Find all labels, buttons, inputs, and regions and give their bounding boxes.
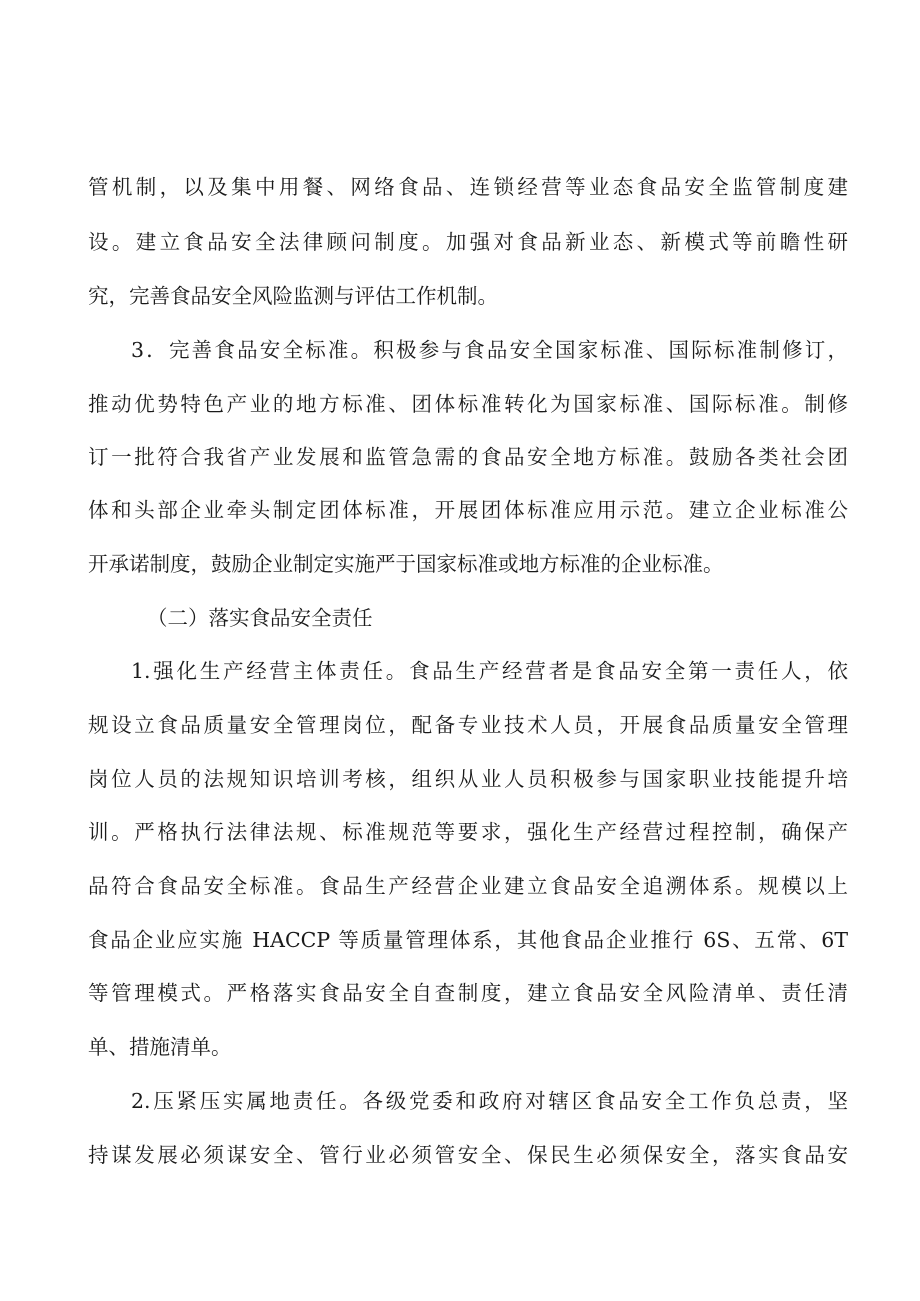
text-line: 食品企业应实施 HACCP 等质量管理体系，其他食品企业推行 6S、五常、6T bbox=[88, 928, 848, 952]
text-line: 究，完善食品安全风险监测与评估工作机制。 bbox=[88, 284, 498, 308]
text-line: 2.压紧压实属地责任。各级党委和政府对辖区食品安全工作负总责，坚 bbox=[131, 1089, 848, 1113]
text-line: 开承诺制度，鼓励企业制定实施严于国家标准或地方标准的企业标准。 bbox=[88, 552, 724, 576]
text-line: 3．完善食品安全标准。积极参与食品安全国家标准、国际标准制修订， bbox=[131, 338, 848, 362]
text-line: 等管理模式。严格落实食品安全自查制度，建立食品安全风险清单、责任清 bbox=[88, 981, 848, 1005]
section-heading: （二）落实食品安全责任 bbox=[147, 606, 373, 630]
text-line: 推动优势特色产业的地方标准、团体标准转化为国家标准、国际标准。制修 bbox=[88, 392, 848, 416]
text-line: 1.强化生产经营主体责任。食品生产经营者是食品安全第一责任人，依 bbox=[131, 659, 848, 683]
text-line: 岗位人员的法规知识培训考核，组织从业人员积极参与国家职业技能提升培 bbox=[88, 767, 848, 791]
text-line: 订一批符合我省产业发展和监管急需的食品安全地方标准。鼓励各类社会团 bbox=[88, 445, 848, 469]
text-line: 设。建立食品安全法律顾问制度。加强对食品新业态、新模式等前瞻性研 bbox=[88, 230, 848, 254]
text-line: 规设立食品质量安全管理岗位，配备专业技术人员，开展食品质量安全管理 bbox=[88, 713, 848, 737]
text-line: 单、措施清单。 bbox=[88, 1035, 232, 1059]
text-line: 持谋发展必须谋安全、管行业必须管安全、保民生必须保安全，落实食品安 bbox=[88, 1143, 848, 1167]
text-line: 品符合食品安全标准。食品生产经营企业建立食品安全追溯体系。规模以上 bbox=[88, 874, 848, 898]
text-line: 训。严格执行法律法规、标准规范等要求，强化生产经营过程控制，确保产 bbox=[88, 820, 848, 844]
text-line: 体和头部企业牵头制定团体标准，开展团体标准应用示范。建立企业标准公 bbox=[88, 498, 848, 522]
text-line: 管机制，以及集中用餐、网络食品、连锁经营等业态食品安全监管制度建 bbox=[88, 175, 848, 199]
